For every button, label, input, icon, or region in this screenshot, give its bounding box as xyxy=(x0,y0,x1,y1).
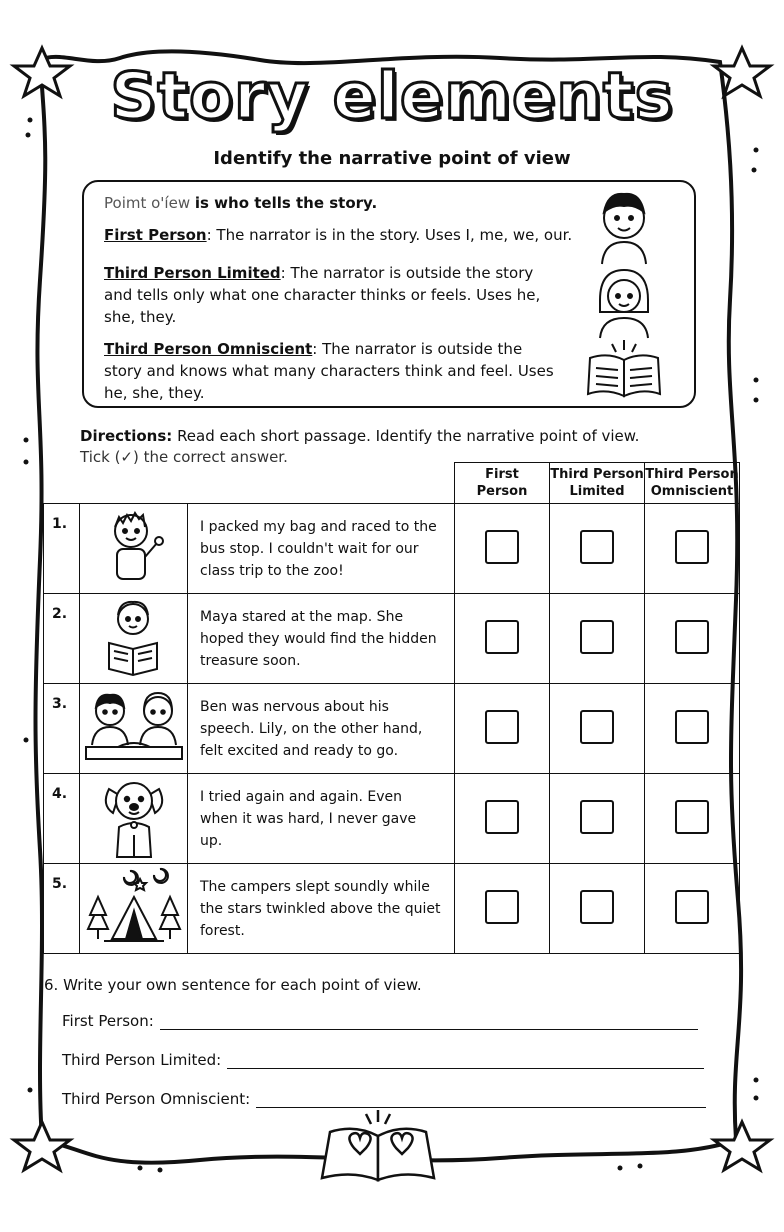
row-number: 1. xyxy=(44,504,80,594)
answer-line[interactable] xyxy=(227,1053,704,1069)
checkbox-third-omniscient[interactable] xyxy=(675,890,709,924)
definition-third-limited xyxy=(104,262,544,328)
two-kids-icon xyxy=(82,687,186,767)
table-row xyxy=(44,594,740,684)
definition-third-omniscient xyxy=(104,338,564,404)
checkbox-first-person[interactable] xyxy=(485,710,519,744)
header-third-omniscient: Third Person Omniscient xyxy=(645,463,740,504)
header-first-person: First Person xyxy=(455,463,550,504)
table-row xyxy=(44,684,740,774)
write-line-third-limited xyxy=(62,1051,704,1069)
passage-text: I tried again and again. Even when it was hard, I never gave up. xyxy=(188,774,455,864)
intro-lead: Poimt o'íew xyxy=(104,194,191,212)
boy-waving-icon xyxy=(99,507,169,587)
table-row xyxy=(44,864,740,954)
writing-prompt-title: 6. Write your own sentence for each point of view. xyxy=(44,976,422,994)
checkbox-third-limited[interactable] xyxy=(580,530,614,564)
passage-text: Ben was nervous about his speech. Lily, on the other hand, felt excited and ready to go. xyxy=(188,684,455,774)
tick-rest: the correct answer. xyxy=(143,448,288,466)
directions-label: Directions: xyxy=(80,427,173,445)
puppy-icon xyxy=(99,775,169,859)
page-subtitle: Identify the narrative point of view xyxy=(213,148,571,169)
intro-rest: is who tells the story. xyxy=(194,194,378,212)
row-number: 2. xyxy=(44,594,80,684)
checkbox-first-person[interactable] xyxy=(485,620,519,654)
write-label: First Person: xyxy=(62,1012,154,1030)
answer-line[interactable] xyxy=(256,1092,706,1108)
third-limited-text: : The narrator is outside the story and tells only what one character thinks or feels. Uses he, she, they. xyxy=(104,264,541,326)
checkbox-third-omniscient[interactable] xyxy=(675,800,709,834)
open-book-icon xyxy=(588,340,660,396)
checkbox-third-limited[interactable] xyxy=(580,890,614,924)
passage-text: The campers slept soundly while the stars twinkled above the quiet forest. xyxy=(188,864,455,954)
checkbox-first-person[interactable] xyxy=(485,890,519,924)
table-row xyxy=(44,774,740,864)
write-line-first-person xyxy=(62,1012,698,1030)
checkbox-third-limited[interactable] xyxy=(580,620,614,654)
open-book-hearts-icon xyxy=(322,1110,434,1180)
table-blank-header xyxy=(44,463,455,504)
definition-box xyxy=(82,180,696,408)
table-row xyxy=(44,504,740,594)
directions-text: Read each short passage. Identify the narrative point of view. xyxy=(177,427,640,445)
girl-reading-map-icon xyxy=(99,597,169,677)
third-omniscient-text: : The narrator is outside the story and knows what many characters think and feel. Uses he, she, they. xyxy=(104,340,554,402)
star-icon xyxy=(14,1122,70,1170)
definition-illustrations xyxy=(584,188,670,404)
row-number: 3. xyxy=(44,684,80,774)
passage-text: I packed my bag and raced to the bus stop. I couldn't wait for our class trip to the zoo! xyxy=(188,504,455,594)
tick-lead: Tick (✓) xyxy=(80,448,139,466)
definition-intro xyxy=(104,192,377,214)
checkbox-first-person[interactable] xyxy=(485,800,519,834)
checkbox-third-omniscient[interactable] xyxy=(675,710,709,744)
checkbox-third-limited[interactable] xyxy=(580,710,614,744)
write-label: Third Person Omniscient: xyxy=(62,1090,251,1108)
point-of-view-table xyxy=(43,462,740,954)
third-limited-label: Third Person Limited xyxy=(104,264,281,282)
checkbox-third-omniscient[interactable] xyxy=(675,530,709,564)
first-person-text: : The narrator is in the story. Uses I, me, we, our. xyxy=(206,226,573,244)
checkbox-first-person[interactable] xyxy=(485,530,519,564)
answer-line[interactable] xyxy=(160,1014,698,1030)
header-third-limited: Third Person Limited xyxy=(550,463,645,504)
row-number: 5. xyxy=(44,864,80,954)
write-label: Third Person Limited: xyxy=(62,1051,222,1069)
page-title: Story elements xyxy=(110,60,674,134)
passage-text: Maya stared at the map. She hoped they would find the hidden treasure soon. xyxy=(188,594,455,684)
checkbox-third-limited[interactable] xyxy=(580,800,614,834)
write-line-third-omniscient xyxy=(62,1090,706,1108)
row-number: 4. xyxy=(44,774,80,864)
girl-icon xyxy=(600,270,648,338)
campsite-icon xyxy=(84,867,184,947)
checkbox-third-omniscient[interactable] xyxy=(675,620,709,654)
third-omniscient-label: Third Person Omniscient xyxy=(104,340,313,358)
star-icon xyxy=(714,1122,770,1170)
definition-first-person xyxy=(104,224,574,246)
boy-icon xyxy=(602,194,646,264)
first-person-label: First Person xyxy=(104,226,207,244)
